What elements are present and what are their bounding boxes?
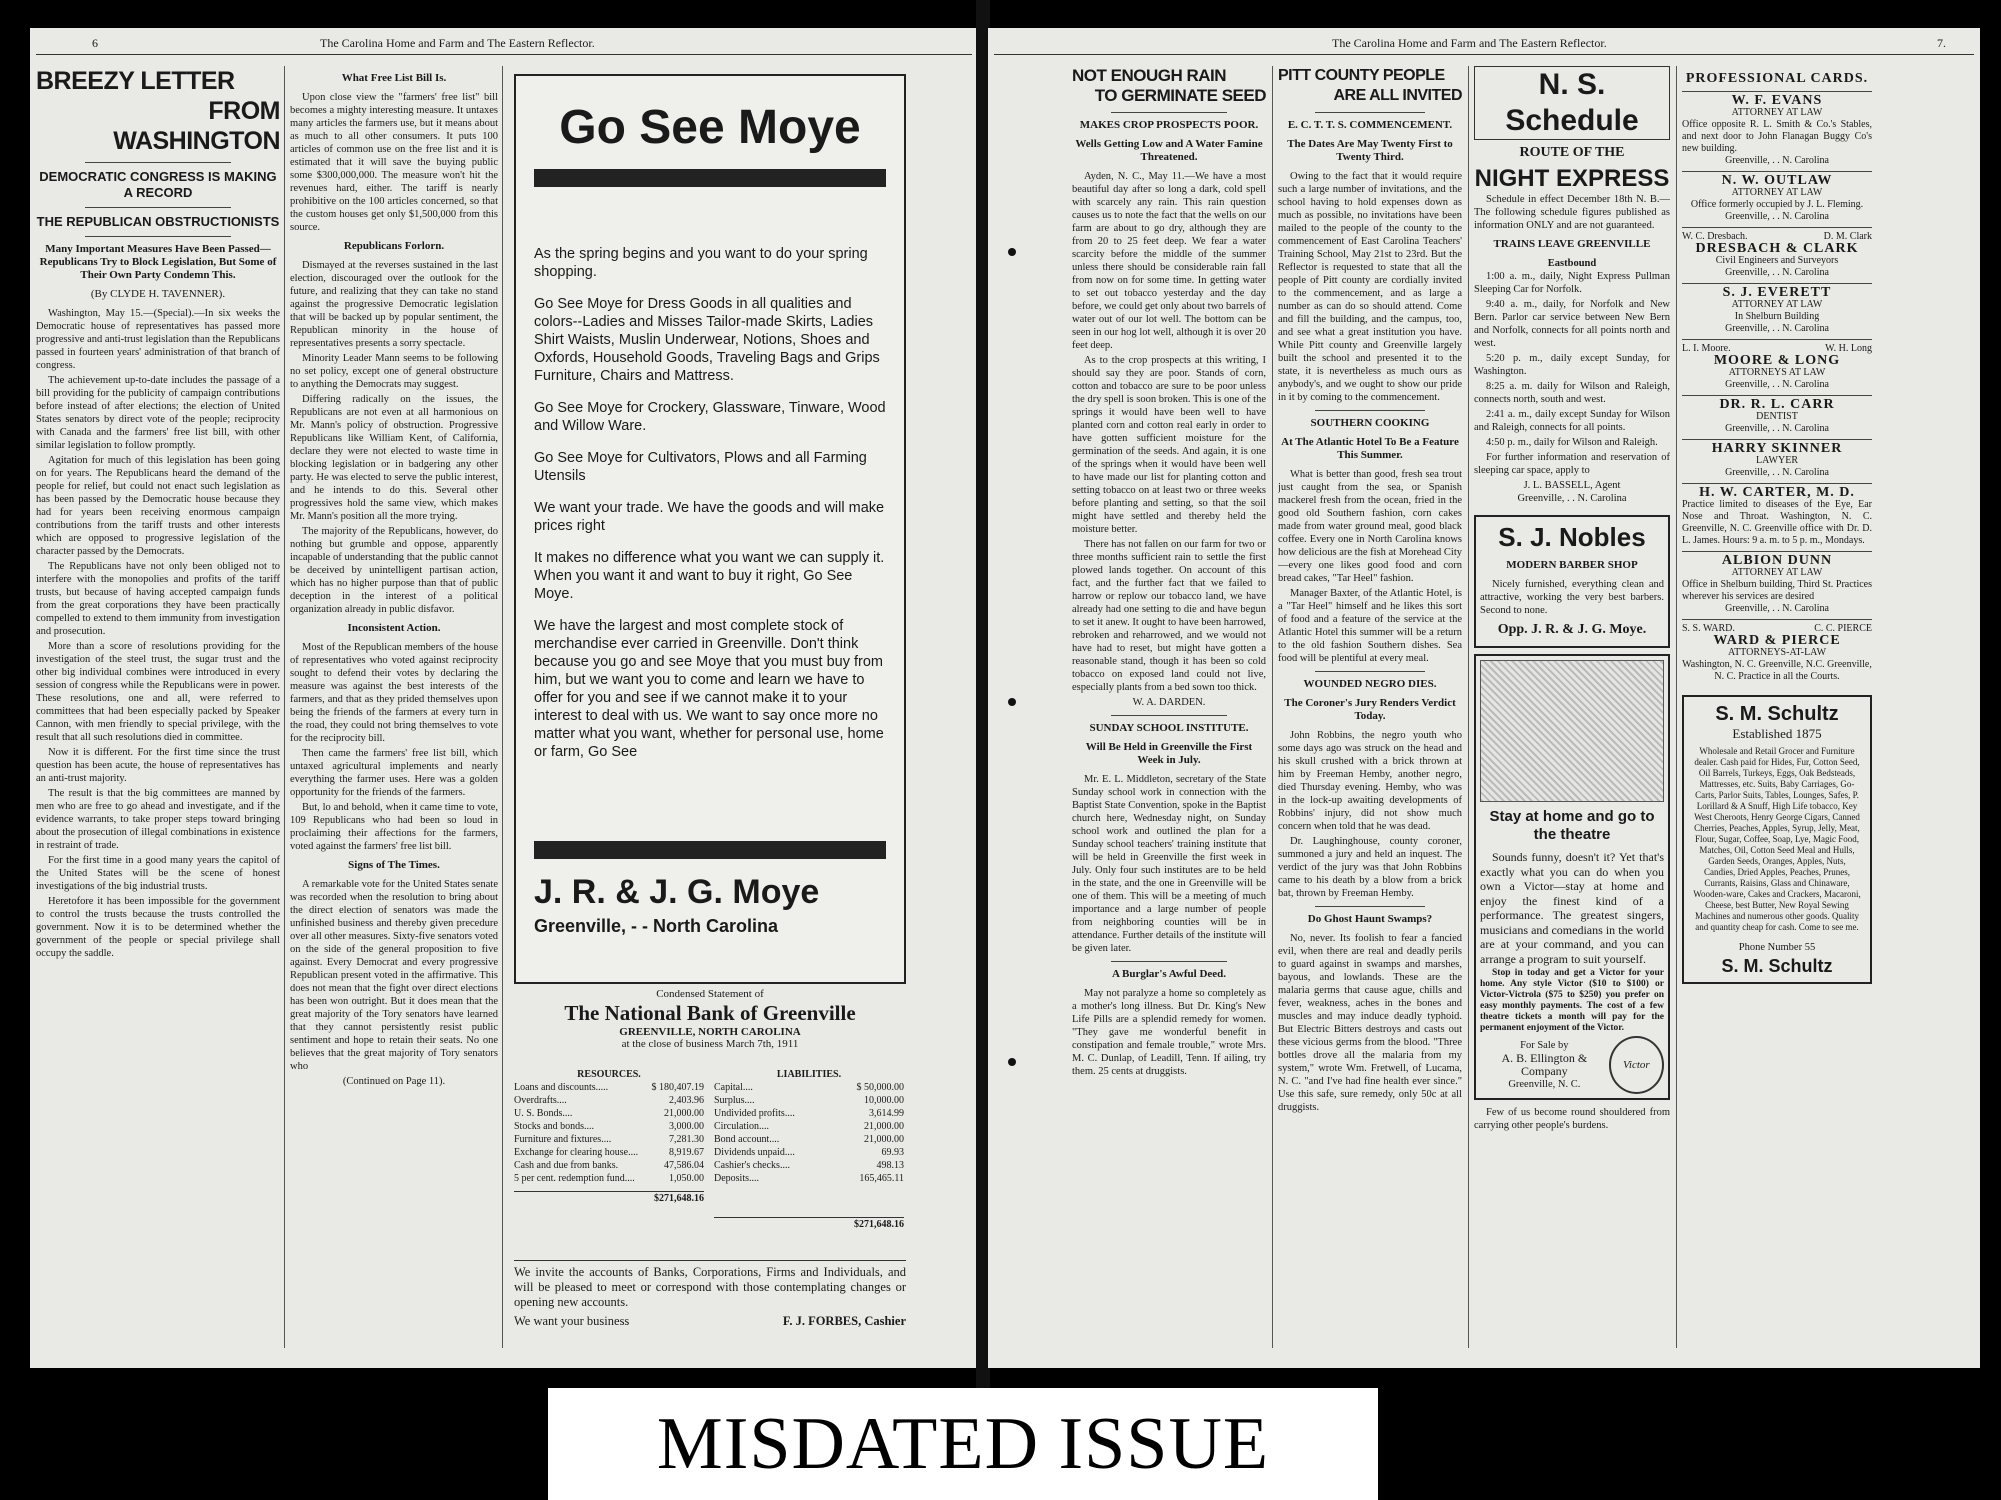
- ledger-row: [514, 1172, 704, 1185]
- ledger-row: [714, 1133, 904, 1146]
- ledger-row: [514, 1081, 704, 1094]
- ledger-row: [714, 1172, 904, 1185]
- rain-sub: MAKES CROP PROSPECTS POOR.: [1079, 119, 1259, 131]
- victor-logo-text: Victor: [1622, 1058, 1650, 1071]
- ledger-item: Cashier's checks....: [714, 1160, 790, 1171]
- moye-bar: [534, 169, 886, 187]
- card-partner-right: C. C. PIERCE: [1814, 623, 1872, 634]
- ledger-amount: 3,614.99: [869, 1108, 904, 1119]
- eastbound-label: Eastbound: [1547, 258, 1597, 269]
- ledger-item: Undivided profits....: [714, 1108, 795, 1119]
- card-name: DR. R. L. CARR: [1719, 397, 1835, 412]
- byline: (By CLYDE H. TAVENNER).: [90, 288, 226, 300]
- divider: [85, 236, 231, 237]
- pitt-deck: The Dates Are May Twenty First to Twenty Third.: [1287, 138, 1453, 163]
- schedule-entry: 2:41 a. m., daily except Sunday for Wilson and Raleigh, connects for all points.: [1474, 409, 1670, 433]
- paragraph: May not paralyze a home so completely as a mother's long illness. But Dr. King's New Life Pills are a splendid remedy for women. "They gave me wonderful benefit in constipation and female trouble," wrote Mrs. M. C. Dunlap, of Leadill, Tenn. If ailing, try them. 25 cents at druggists.: [1072, 988, 1266, 1077]
- ledger-item: U. S. Bonds....: [514, 1108, 573, 1119]
- paragraph: The result is that the big committees are manned by men who are free to go ahead and investigate, and if the evidence warrants, to take proper steps toward bringing about the prosecution of illegal combinations in existence in restraint of trade.: [36, 788, 280, 851]
- schultz-name: S. M. Schultz: [1715, 703, 1839, 725]
- ledger-row: [514, 1146, 704, 1159]
- article-washington: [36, 66, 280, 1368]
- moye-paragraph: Go See Moye for Cultivators, Plows and all Farming Utensils: [534, 450, 867, 484]
- few-of-us: Few of us become round shouldered from carrying other people's burdens.: [1474, 1107, 1670, 1131]
- card-name: N. W. OUTLAW: [1721, 173, 1833, 188]
- paragraph: The Republicans have not only been obliged not to interfere with the monopolies and profits of the tariff trusts, but because of having accepted campaign funds from the great corporations they have been practically compelled to extend to them immunity from investigation and prosecution.: [36, 561, 280, 637]
- ledger-row: [714, 1094, 904, 1107]
- pitt-headline-2: ARE ALL INVITED: [1333, 87, 1462, 104]
- divider: [1111, 112, 1227, 113]
- moye-paragraph: It makes no difference what you want we can supply it. When you want it and want to buy it right, Go See Moye.: [534, 550, 885, 602]
- nobles-body: Nicely furnished, everything clean and attractive, working the very best barbers. Second to none.: [1480, 579, 1664, 616]
- wounded-deck: The Coroner's Jury Renders Verdict Today.: [1284, 697, 1456, 722]
- card-detail: Office formerly occupied by J. L. Fleming.: [1690, 199, 1864, 210]
- nobles-name: S. J. Nobles: [1498, 522, 1646, 552]
- card: [1682, 483, 1872, 551]
- schultz-est: Established 1875: [1732, 726, 1822, 741]
- schedule-entry: 8:25 a. m. daily for Wilson and Raleigh, connects north, south and west.: [1474, 381, 1670, 405]
- card-name: W. F. EVANS: [1731, 93, 1823, 108]
- card-name: S. J. EVERETT: [1722, 285, 1832, 300]
- paragraph: A remarkable vote for the United States senate was recorded when the resolution to bring about the direct election of senators was made the unfinished business and thereby given precedure over all other measures. Sixty-five senators voted on the side of the general proposition to five against. Every Democrat and every progressive Republican present voted in the affirmative. This does not mean that the fight over direct elections has been won outright. But it does mean that the great majority of the Tory senators have learned that they cannot persistently resist public sentiment and hope to retain their seats. No one believes that the great majority of Tory senators who: [290, 879, 498, 1072]
- card-place: Greenville, . . N. Carolina: [1725, 603, 1829, 614]
- ledger-amount: 2,403.96: [669, 1095, 704, 1106]
- bank-heading: Condensed Statement of: [656, 988, 764, 1000]
- divider: [85, 207, 231, 208]
- paragraph: As to the crop prospects at this writing, I should say they are poor. Stands of corn, cotton and tobacco are sure to be poor unless the dry spell is soon broken. This is one of the springs it would have been well to have planted corn and cotton real early in order to have gotten sufficient moisture for the germination of the seeds. And again, it is one of the springs when it would have been well to have made our list for planting cotton and setting tobacco on at least two or three weeks before planting and setting, so that the soil might have settled and thereby held the moisture better.: [1072, 355, 1266, 535]
- moye-bar: [534, 841, 886, 859]
- ledger-row: [514, 1120, 704, 1133]
- card-name: H. W. CARTER, M. D.: [1699, 485, 1855, 500]
- card-name: WARD & PIERCE: [1713, 633, 1841, 648]
- card-role: ATTORNEYS AT LAW: [1728, 367, 1826, 378]
- misdated-issue-stamp: [548, 1388, 1378, 1500]
- card-place: Greenville, . . N. Carolina: [1725, 379, 1829, 390]
- card-detail: Office in Shelburn building, Third St. Practices wherever his services are desired: [1682, 579, 1872, 602]
- victor-seller: [1480, 1039, 1609, 1091]
- binding-hole: [1008, 698, 1016, 706]
- card: [1682, 551, 1872, 619]
- header-rule: [36, 54, 972, 55]
- bank-city: GREENVILLE, NORTH CAROLINA: [619, 1026, 801, 1038]
- schedule-express: NIGHT EXPRESS: [1474, 165, 1670, 192]
- headline-line-2: FROM WASHINGTON: [113, 97, 280, 155]
- column-rule: [1676, 66, 1677, 1348]
- moye-paragraph: Go See Moye for Crockery, Glassware, Tinware, Wood and Willow Ware.: [534, 400, 886, 434]
- ledger-row: [714, 1146, 904, 1159]
- ledger-amount: 8,919.67: [669, 1147, 704, 1158]
- ledger-amount: 21,000.00: [664, 1108, 704, 1119]
- card: [1682, 339, 1872, 395]
- ledger-row: [514, 1159, 704, 1172]
- card-role: Civil Engineers and Surveyors: [1715, 255, 1839, 266]
- article-deck: Many Important Measures Have Been Passed—Republicans Try to Block Legislation, But Some of Their Own Party Condemn This.: [39, 243, 277, 281]
- victor-advertisement: [1474, 654, 1670, 1100]
- paragraph: There has not fallen on our farm for two or three months sufficient rain to settle the first plowed lands together. On account of this fact, and the further fact that we failed to harrow or replow our tobacco land, we have already had one setting to die and have begun to set it anew. It ought to have been harrowed, rebroken and reharrowed, and we would not have had to reset, but might have gotten a reasonable stand, though it has been so cold tobacco on exposed land could not live, especially plants from a bed sown too thick.: [1072, 539, 1266, 693]
- bank-date-line: at the close of business March 7th, 1911: [621, 1038, 799, 1050]
- moye-title: Go See Moye: [559, 101, 861, 154]
- paragraph: Owing to the fact that it would require such a large number of invitations, and the school having to hold expenses down as much as possible, no invitations have been mailed to the people of the county to the commencement of East Carolina Teachers' Training School, May 21st to 23rd. But the Reflector is requested to state that all the people of Pitt county are cordially invited to the commencement, and as large a number as can do so should attend. Come and fill the building, and the campus, too, and see what a great institution you have. While Pitt county and Greenville largely built the school and presented it to the state, it is nevertheless as much ours as anybody's, and we ought to show our pride in it by coming to the commencement.: [1278, 171, 1462, 403]
- column-rule: [1468, 66, 1469, 1348]
- schultz-phone: Phone Number 55: [1738, 942, 1816, 953]
- card-partner-right: D. M. Clark: [1823, 231, 1872, 242]
- article-pitt: [1278, 66, 1462, 1368]
- card-role: DENTIST: [1756, 411, 1798, 422]
- bank-want: We want your business: [514, 1314, 630, 1328]
- victor-title: Stay at home and go to the theatre: [1489, 808, 1655, 843]
- card-role: ATTORNEYS-AT-LAW: [1727, 647, 1827, 658]
- card-place: Greenville, . . N. Carolina: [1725, 323, 1829, 334]
- ledger-row: [714, 1107, 904, 1120]
- card-place: Greenville, . . N. Carolina: [1725, 155, 1829, 166]
- stamp-text: MISDATED ISSUE: [656, 1403, 1270, 1485]
- card: [1682, 227, 1872, 283]
- binding-hole: [1008, 1058, 1016, 1066]
- schedule-title: N. S. Schedule: [1474, 66, 1670, 140]
- divider: [1315, 410, 1425, 411]
- article-title: What Free List Bill Is.: [341, 72, 447, 84]
- ledger-amount: $ 180,407.19: [651, 1082, 704, 1093]
- card-place: Greenville, . . N. Carolina: [1725, 267, 1829, 278]
- section-subhead: Signs of The Times.: [348, 859, 440, 871]
- card-partner-left: L. I. Moore.: [1682, 343, 1731, 354]
- ledger-amount: 69.93: [881, 1147, 904, 1158]
- ledger-amount: 10,000.00: [864, 1095, 904, 1106]
- article-rain: [1072, 66, 1266, 1368]
- card-place: Greenville, . . N. Carolina: [1725, 211, 1829, 222]
- right-page: [988, 28, 1980, 1368]
- bank-invite: We invite the accounts of Banks, Corporations, Firms and Individuals, and will be pleased to meet or correspond with those contemplating changes or opening new accounts.: [514, 1260, 906, 1310]
- paragraph: What is better than good, fresh sea trout just caught from the sea, or Spanish mackerel fresh from the ocean, fried in the good old Southern fashion, corn cakes made from water ground meal, good black coffee. Every one in North Carolina knows how delicious are the fish at Morehead City—every one likes good food and corn bread cakes, "Tar Heel" fashion.: [1278, 469, 1462, 584]
- card-partner-left: W. C. Dresbach.: [1682, 231, 1748, 242]
- nobles-shop: MODERN BARBER SHOP: [1506, 559, 1638, 571]
- ledger-item: Deposits....: [714, 1173, 759, 1184]
- nobles-address: Opp. J. R. & J. G. Moye.: [1497, 622, 1647, 637]
- schedule-agent: J. L. BASSELL, Agent: [1523, 480, 1621, 491]
- paragraph: Upon close view the "farmers' free list" bill becomes a mighty interesting measure. It untaxes many articles the farmers use, but it means about as much to all other consumers. It puts 100 articles of common use on the free list and it is estimated that it will save the buying public some $300,000,000. The measure won't hit the revenues hard, either. The tariff is nearly prohibitive on the 100 articles concerned, so that the custom houses get only $1,500,000 from this source.: [290, 92, 498, 233]
- divider: [1315, 906, 1425, 907]
- paragraph: Ayden, N. C., May 11.—We have a most beautiful day after so long a dark, cold spell with scarcely any rain. This rain question causes us to note the fact that the wells on our farm are about to go dry, although they are from 20 to 25 feet deep. We fear a water scarcity before the middle of the summer unless there should be considerable rain fall from now on for some time. In getting water to set out tobacco yesterday and the day before, we could get only about two barrels of water out of our lot well. The bottom can be seen in our hog lot well, although it is over 20 feet deep.: [1072, 171, 1266, 351]
- victor-body: Sounds funny, doesn't it? Yet that's exactly what you can do when you own a Victor—stay at home and enjoy the finest kind of a performance. The greatest singers, musicians and comedians in the world are at your command, and you can arrange a program to suit yourself.: [1480, 850, 1664, 966]
- moye-advertisement: [514, 74, 906, 984]
- nobles-advertisement: [1474, 515, 1670, 648]
- sunday-title: SUNDAY SCHOOL INSTITUTE.: [1089, 722, 1249, 734]
- rain-headline-1: NOT ENOUGH RAIN: [1072, 66, 1226, 85]
- subhead-obstructionists: THE REPUBLICAN OBSTRUCTIONISTS: [36, 214, 280, 229]
- card-place: Greenville, . . N. Carolina: [1725, 467, 1829, 478]
- column-rule: [284, 66, 285, 1348]
- cooking-title: SOUTHERN COOKING: [1310, 417, 1430, 429]
- victor-seller-city: Greenville, N. C.: [1508, 1079, 1581, 1090]
- subhead-congress: DEMOCRATIC CONGRESS IS MAKING A RECORD: [39, 169, 277, 200]
- paragraph: No, never. Its foolish to fear a fancied evil, when there are real and deadly perils to guard against in swamps and marshes, bayous, and lowlands. These are the malaria germs that cause ague, chills and fever, weakness, aches in the bones and muscles and may induce deadly typhoid. But Electric Bitters destroys and casts out these vicious germs from the blood. "Three bottles drove all the malaria from my system," wrote Wm. Fretwell, of Lucama, N. C. "and I've had fine health ever since." Use this safe, sure remedy, only 50c at all druggists.: [1278, 933, 1462, 1113]
- paragraph: John Robbins, the negro youth who some days ago was struck on the head and his skull crushed with a brick thrown at him by Freeman Hemby, another negro, died Thursday evening. Hemby, who was in the lock-up awaiting developments of Robbins' injury, did not show much concern when told that he was dead.: [1278, 730, 1462, 832]
- paragraph: Agitation for much of this legislation has been going on for years. The Republicans heard the demand of the people for relief, but could not enact such legislation as has been passed by the Democratic house because they had for years been receiving enormous campaign contributions from the tariff trusts and other interests which are opposed to progressive legislation of the character passed by the Democrats.: [36, 455, 280, 557]
- schedule-agent-city: Greenville, . . N. Carolina: [1517, 493, 1627, 504]
- paragraph: Dr. Laughinghouse, county coroner, summoned a jury and held an inquest. The verdict of the jury was that John Robbins came to his death by a blow from a brick bat, thrown by Freeman Hemby.: [1278, 836, 1462, 899]
- ledger-row: [514, 1133, 704, 1146]
- sunday-deck: Will Be Held in Greenville the First Week in July.: [1085, 741, 1253, 766]
- paragraph: The majority of the Republicans, however, do nothing but grumble and oppose, apparently incapable of understanding that the public cannot be deceived by unintelligent partisan action, which has no higher purpose than that of public deception in the interest of a political organization already in public disfavor.: [290, 526, 498, 615]
- gramophone-illustration: [1480, 660, 1664, 802]
- bank-cashier: F. J. FORBES, Cashier: [782, 1314, 906, 1328]
- rain-headline-2: TO GERMINATE SEED: [1094, 86, 1266, 105]
- bank-name: The National Bank of Greenville: [564, 1001, 856, 1025]
- ledger-item: Circulation....: [714, 1121, 769, 1132]
- ledger-item: Exchange for clearing house....: [514, 1147, 639, 1158]
- schedule-entry: 4:50 p. m., daily for Wilson and Raleigh.: [1486, 437, 1658, 448]
- ghost-title: Do Ghost Haunt Swamps?: [1307, 913, 1433, 925]
- liabilities-table: [714, 1068, 904, 1231]
- card: [1682, 171, 1872, 227]
- bank-footer: [514, 1260, 906, 1329]
- divider: [85, 162, 231, 163]
- card-name: ALBION DUNN: [1721, 553, 1833, 568]
- section-subhead: Republicans Forlorn.: [343, 240, 445, 252]
- ledger-amount: 165,465.11: [859, 1173, 904, 1184]
- card-place: Greenville, . . N. Carolina: [1725, 423, 1829, 434]
- pitt-headline-1: PITT COUNTY PEOPLE: [1278, 67, 1445, 84]
- ledger-amount: 3,000.00: [669, 1121, 704, 1132]
- cooking-deck: At The Atlantic Hotel To Be a Feature This Summer.: [1281, 436, 1459, 461]
- ledger-amount: $ 50,000.00: [856, 1082, 904, 1093]
- card-role: ATTORNEY AT LAW: [1731, 567, 1823, 578]
- header-rule: [994, 54, 1974, 55]
- schedule-entry: 5:20 p. m., daily except Sunday, for Washington.: [1474, 353, 1670, 377]
- schedule-further: For further information and reservation of sleeping car space, apply to: [1474, 452, 1670, 476]
- moye-paragraph: As the spring begins and you want to do your spring shopping.: [534, 246, 868, 280]
- victor-sale: For Sale by: [1520, 1040, 1569, 1051]
- ledger-item: Surplus....: [714, 1095, 755, 1106]
- schedule-entry: 9:40 a. m., daily, for Norfolk and New Bern. Parlor car service between New Bern and Norfolk, connects for all points north and west.: [1474, 299, 1670, 349]
- paragraph: The achievement up-to-date includes the passage of a bill providing for the publicity of campaign contributions before instead of after elections; the election of United States senators by direct vote of the people; reciprocity with Canada and the farmers' free list bill, with other similar legislation to follow promptly.: [36, 375, 280, 451]
- paragraph: But, lo and behold, when it came time to vote, 109 Republicans who had been so loud in proclaiming their affections for the farmers, voted against the farmers' free list bill.: [290, 802, 498, 852]
- resources-total: $271,648.16: [514, 1191, 704, 1205]
- card-detail: Practice limited to diseases of the Eye, Ear Nose and Throat. Washington, N. C. Greenville, N. C. Greenville office with Dr. D. L. James. Hours: 9 a. m. to 5 p. m., Mondays.: [1682, 499, 1872, 546]
- moye-paragraph: Go See Moye for Dress Goods in all qualities and colors--Ladies and Misses Tailor-made Skirts, Ladies Shirt Waists, Muslin Underwear, Notions, Shoes and Oxfords, Household Goods, Traveling Bags and Grips Furniture, Chairs and Mattress.: [534, 296, 880, 384]
- divider: [1315, 112, 1425, 113]
- article-free-list: [290, 66, 498, 1368]
- moye-paragraph: We have the largest and most complete stock of merchandise ever carried in Greenville. Don't think because you go and see Moye that you must buy from him, but we want you to come and learn we have to offer for you and see if we cannot make it to your interest to deal with us. We want to say once more no matter what you want, whether for personal use, home or farm, Go See: [534, 618, 884, 760]
- section-subhead: Inconsistent Action.: [347, 622, 441, 634]
- card-role: ATTORNEY AT LAW: [1731, 299, 1823, 310]
- paragraph: Manager Baxter, of the Atlantic Hotel, is a "Tar Heel" himself and he likes this sort of food and a feature of the service at the Atlantic Hotel this summer will be a return to the old fashion Southern dishes. Sea food will be plentiful at every meal.: [1278, 588, 1462, 664]
- victor-seller-row: [1480, 1036, 1664, 1094]
- card-partner-left: S. S. WARD.: [1682, 623, 1735, 634]
- card-partner-right: W. H. Long: [1825, 343, 1872, 354]
- ledger-row: [514, 1107, 704, 1120]
- pitt-sub: E. C. T. T. S. COMMENCEMENT.: [1287, 119, 1453, 131]
- card-detail: In Shelburn Building: [1734, 311, 1820, 322]
- column-rule: [502, 66, 503, 1348]
- paragraph: Differing radically on the issues, the Republicans are not even at all harmonious on Mr. Mann's policy of obstruction. Progressive Republicans like William Kent, of California, declare they were not elected to waste time in blocking legislation or in badgering any other party. He was elected to serve the public interest, and he intends to do this. Several other progressives hold the same view, which makes Mr. Mann's position all the more trying.: [290, 394, 498, 522]
- ledger-item: Bond account....: [714, 1134, 780, 1145]
- ledger-amount: 21,000.00: [864, 1121, 904, 1132]
- card: [1682, 619, 1872, 687]
- card-role: LAWYER: [1756, 455, 1798, 466]
- ledger-item: Dividends unpaid....: [714, 1147, 795, 1158]
- ledger-amount: 47,586.04: [664, 1160, 704, 1171]
- moye-paragraph: We want your trade. We have the goods and will make prices right: [534, 500, 885, 534]
- moye-firm: J. R. & J. G. Moye: [534, 873, 820, 911]
- schedule-entry: 1:00 a. m., daily, Night Express Pullman Sleeping Car for Norfolk.: [1474, 271, 1670, 295]
- card: [1682, 91, 1872, 171]
- paragraph: Dismayed at the reverses sustained in the last election, discouraged over the outlook for the future, and realizing that they can take no stand against the progressive Democratic legislation that will be backed up by popular sentiment, the Republican minority in the house of representatives presents a sorry spectacle.: [290, 260, 498, 349]
- card-name: HARRY SKINNER: [1711, 441, 1843, 456]
- wounded-title: WOUNDED NEGRO DIES.: [1303, 678, 1437, 690]
- paragraph: Mr. E. L. Middleton, secretary of the State Sunday school work in connection with the Baptist State Convention, spoke in the Baptist church here, Wednesday night, on Sunday school work and outlined the plan for a Sunday school teachers' training institute that will be held in Greenville the first week in July. Only four such institutes are to be held in the state, and the one in Greenville will be one of them. This will be a meeting of much importance and a large number of people from neighboring counties will be in attendance. Further details of the institute will be given later.: [1072, 774, 1266, 954]
- divider: [1315, 671, 1425, 672]
- ledger-item: Furniture and fixtures....: [514, 1134, 612, 1145]
- trains-heading: TRAINS LEAVE GREENVILLE: [1493, 238, 1651, 250]
- card: [1682, 395, 1872, 439]
- ledger-item: Capital....: [714, 1082, 753, 1093]
- schultz-advertisement: [1682, 695, 1872, 984]
- rain-author: W. A. DARDEN.: [1132, 697, 1206, 708]
- ledger-item: Stocks and bonds....: [514, 1121, 594, 1132]
- ledger-amount: 1,050.00: [669, 1173, 704, 1184]
- paragraph: Then came the farmers' free list bill, which untaxed agricultural implements and nearly everything the farmer uses. Here was a golden opportunity for the friends of the farmers.: [290, 748, 498, 798]
- ledger-amount: 21,000.00: [864, 1134, 904, 1145]
- ledger-item: 5 per cent. redemption fund....: [514, 1173, 635, 1184]
- running-head-left: The Carolina Home and Farm and The Eastern Reflector.: [320, 36, 595, 50]
- ledger-row: [714, 1120, 904, 1133]
- moye-location: Greenville, - - North Carolina: [534, 916, 779, 936]
- ledger-row: [714, 1159, 904, 1172]
- professional-cards: [1682, 66, 1872, 1368]
- card: [1682, 283, 1872, 339]
- victor-small: Stop in today and get a Victor for your home. Any style Victor ($10 to $100) or Victor-Victrola ($75 to $250) you prefer on easy monthly payments. The cost of a few theatre tickets a month will pay for the permanent enjoyment of the Victor.: [1480, 968, 1664, 1033]
- bank-statement: [514, 988, 906, 1050]
- resources-label: RESOURCES.: [577, 1069, 641, 1080]
- schultz-body: Wholesale and Retail Grocer and Furniture dealer. Cash paid for Hides, Fur, Cotton Seed, Oil Barrels, Turkeys, Eggs, Oak Bedsteads, Mattresses, etc. Suits, Baby Carriages, Go-Carts, Parlor Suits, Tables, Lounges, Safes, P. Lorillard & A Snuff, High Life tobacco, Key West Cheroots, Henry George Cigars, Canned Cherries, Peaches, Apples, Syrup, Jelly, Meat, Flour, Sugar, Coffee, Soap, Lye, Magic Food, Matches, Oil, Cotton Seed Meal and Hulls, Garden Seeds, Oranges, Apples, Nuts, Candies, Dried Apples, Peaches, Prunes, Currants, Raisins, Glass and Chinaware, Wooden-ware, Cakes and Crackers, Macaroni, Cheese, best Butter, New Royal Sewing Machines and numerous other goods. Quality and quantity cheap for cash. Come to see me.: [1693, 746, 1861, 932]
- binding-hole: [1008, 248, 1016, 256]
- ledger-amount: 498.13: [876, 1160, 904, 1171]
- paragraph: Minority Leader Mann seems to be following no set policy, except one of general obstructure to anything the Democrats may suggest.: [290, 353, 498, 390]
- ads-column: [1474, 66, 1670, 1368]
- burglar-title: A Burglar's Awful Deed.: [1111, 968, 1227, 980]
- column-rule: [1272, 66, 1273, 1348]
- paragraph: Most of the Republican members of the house of representatives who voted against reciprocity sought to defend their votes by declaring the measure was against the best interests of the farmers, and that as they prided themselves upon being the friends of the farmers at every turn in the road, they could not bring themselves to vote for the reciprocity bill.: [290, 642, 498, 744]
- schedule-route: ROUTE OF THE: [1519, 145, 1625, 160]
- liabilities-label: LIABILITIES.: [776, 1069, 842, 1080]
- rain-deck: Wells Getting Low and A Water Famine Threatened.: [1075, 138, 1263, 163]
- ledger-row: [714, 1081, 904, 1094]
- card-name: DRESBACH & CLARK: [1695, 241, 1859, 256]
- paragraph: More than a score of resolutions providing for the investigation of the steel trust, the sugar trust and the other big individual combines were introduced in every session of congress while the Republicans were in power. These resolutions, one and all, were referred to committees that had been especially packed by Speaker Cannon, with men friendly to special privilege, with the result that all such resolutions died in committee.: [36, 641, 280, 743]
- schultz-signature: S. M. Schultz: [1721, 956, 1833, 976]
- divider: [1111, 961, 1227, 962]
- card-role: ATTORNEY AT LAW: [1731, 107, 1823, 118]
- page-number-right: 7.: [1937, 36, 1946, 50]
- card-detail: Office opposite R. L. Smith & Co.'s Stables, and next door to John Flanagan Buggy Co's new building.: [1682, 119, 1872, 154]
- running-head-right: The Carolina Home and Farm and The Eastern Reflector.: [1332, 36, 1607, 50]
- continued-note: (Continued on Page 11).: [342, 1076, 446, 1087]
- divider: [1111, 715, 1227, 716]
- ledger-item: Overdrafts....: [514, 1095, 567, 1106]
- card-detail: Washington, N. C. Greenville, N.C. Greenville, N. C. Practice in all the Courts.: [1682, 659, 1872, 682]
- page-number-left: 6: [92, 36, 98, 50]
- headline-line-1: BREEZY LETTER: [36, 67, 235, 95]
- victor-logo-icon: [1609, 1036, 1664, 1094]
- paragraph: Heretofore it has been impossible for the government to control the trusts because the trusts controlled the government. Now it is to be determined whether the government of the people or special privilege shall occupy the saddle.: [36, 896, 280, 959]
- bank-sign-row: [514, 1314, 906, 1329]
- resources-table: [514, 1068, 704, 1205]
- cards-title: PROFESSIONAL CARDS.: [1685, 71, 1869, 86]
- ledger-row: [514, 1094, 704, 1107]
- paragraph: Washington, May 15.—(Special).—In six weeks the Democratic house of representatives has passed more progressive and anti-trust legislation than the Republicans passed in fourteen years' administration of that branch of congress.: [36, 308, 280, 371]
- liabilities-total: $271,648.16: [714, 1217, 904, 1231]
- paragraph: For the first time in a good many years the capitol of the United States will be the scene of honest investigations of the big industrial trusts.: [36, 855, 280, 892]
- card: [1682, 439, 1872, 483]
- victor-seller-name: A. B. Ellington & Company: [1501, 1051, 1588, 1078]
- card-role: ATTORNEY AT LAW: [1731, 187, 1823, 198]
- schedule-intro: Schedule in effect December 18th N. B.—The following schedule figures published as information ONLY and are not guaranteed.: [1474, 194, 1670, 231]
- ledger-item: Loans and discounts.....: [514, 1082, 609, 1093]
- card-name: MOORE & LONG: [1713, 353, 1841, 368]
- ledger-amount: 7,281.30: [669, 1134, 704, 1145]
- paragraph: Now it is different. For the first time since the trust question has been acute, the house of representatives has an anti-trust majority.: [36, 747, 280, 784]
- left-page: [30, 28, 978, 1368]
- ledger-item: Cash and due from banks.: [514, 1160, 619, 1171]
